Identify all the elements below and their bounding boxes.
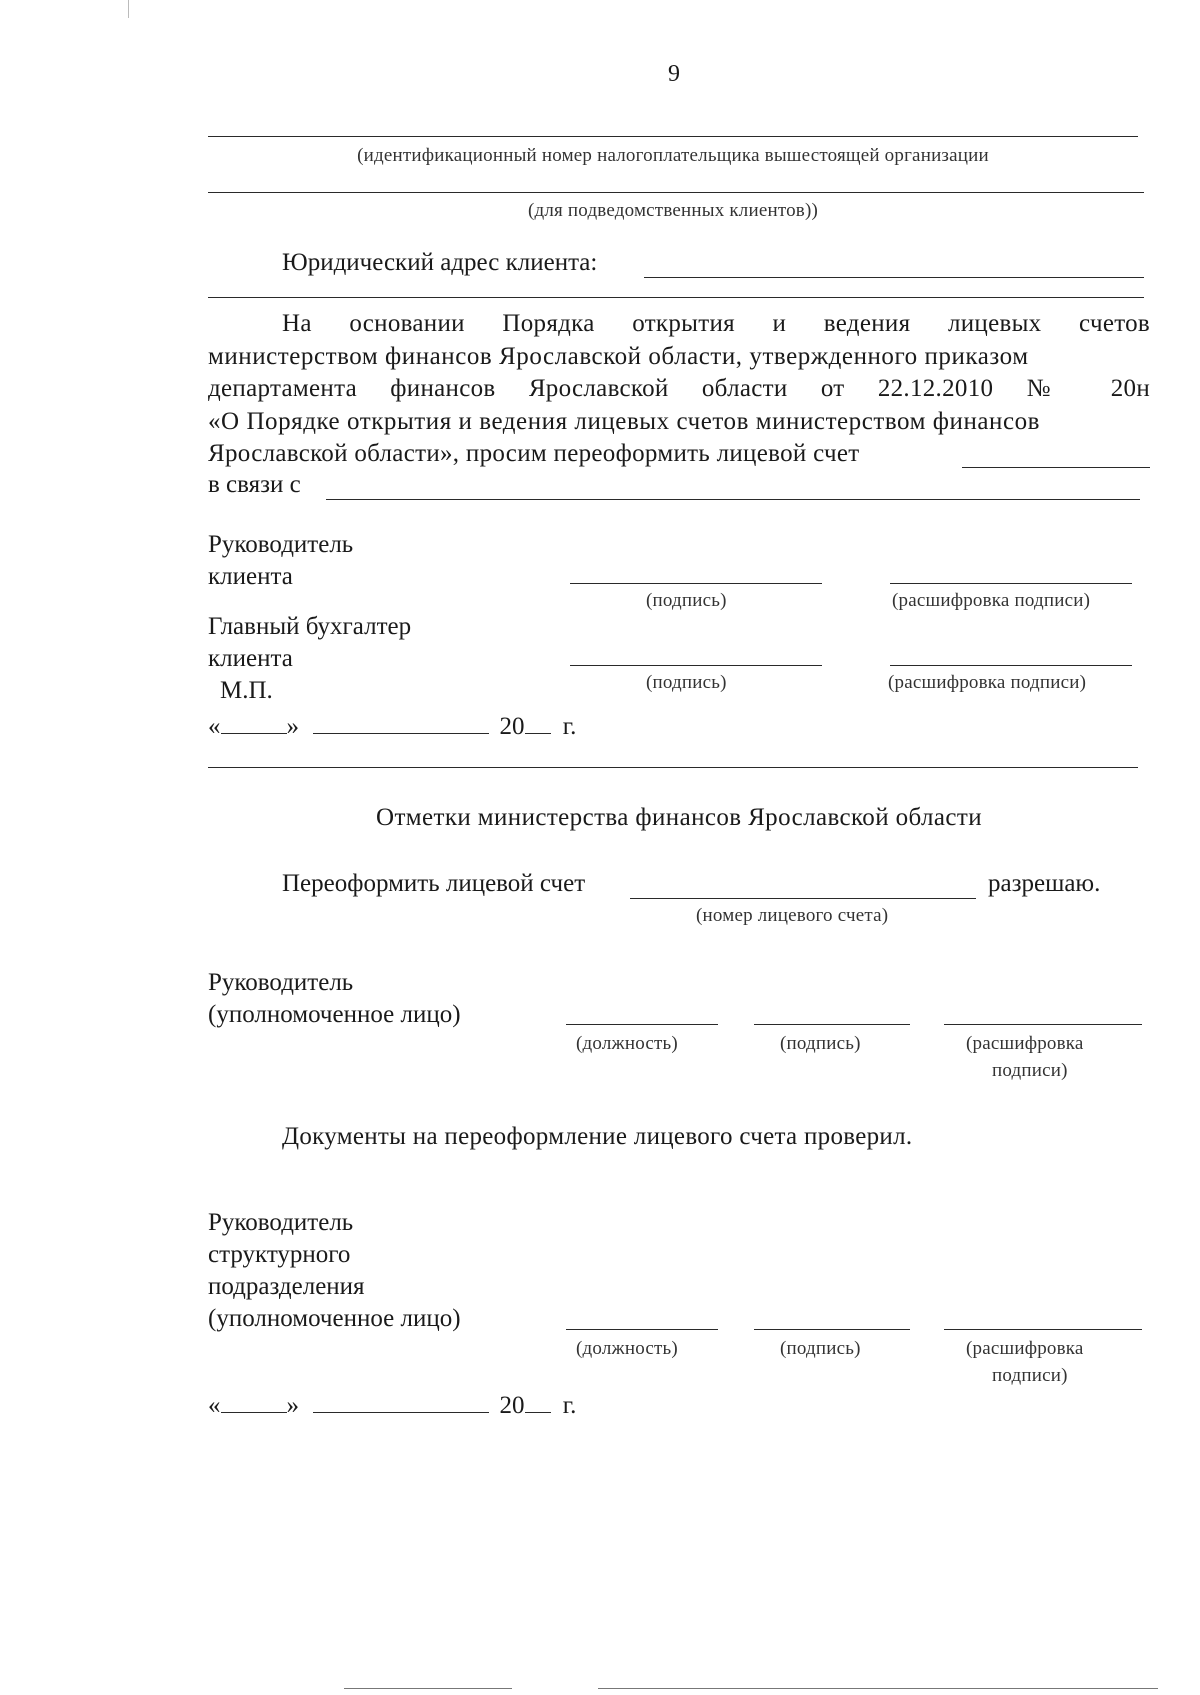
- signature-decoding-caption: (расшифровка: [966, 1338, 1084, 1359]
- request-word: от: [820, 375, 845, 402]
- date-year-field[interactable]: [525, 711, 551, 734]
- inn-parent-line-1: [208, 136, 1138, 137]
- signature-decoding-caption: (расшифровка подписи): [888, 672, 1087, 693]
- request-paragraph-line-5: Ярославской области», просим переоформить лицевой счет: [208, 440, 860, 467]
- legal-address-field[interactable]: [644, 277, 1144, 278]
- structural-head-signature-field[interactable]: [754, 1329, 910, 1330]
- open-quote: «: [208, 1392, 221, 1419]
- inn-parent-caption-continued: (для подведомственных клиентов)): [527, 200, 819, 221]
- date-day-field[interactable]: [221, 711, 287, 734]
- close-quote: »: [286, 713, 299, 740]
- account-number-field[interactable]: [962, 467, 1150, 468]
- request-reason-label: в связи с: [208, 471, 301, 498]
- authorized-head-label-continued: (уполномоченное лицо): [208, 1001, 461, 1028]
- signature-decoding-caption: (расшифровка: [966, 1033, 1084, 1054]
- signature-caption: (подпись): [780, 1338, 861, 1359]
- date-month-field[interactable]: [313, 711, 489, 734]
- date-line: [208, 1390, 576, 1422]
- date-month-field[interactable]: [313, 1390, 489, 1413]
- signature-caption: (подпись): [780, 1033, 861, 1054]
- chief-accountant-label-continued: клиента: [208, 645, 293, 672]
- signature-decoding-caption: (расшифровка подписи): [892, 590, 1091, 611]
- close-quote: »: [286, 1392, 299, 1419]
- date-line: [208, 711, 576, 743]
- request-word: Порядка: [502, 310, 595, 337]
- client-head-decoding-field[interactable]: [890, 583, 1132, 584]
- structural-head-label-line-3: подразделения: [208, 1273, 365, 1300]
- structural-head-label-line-2: структурного: [208, 1241, 351, 1268]
- section-divider: [208, 767, 1138, 768]
- authorized-head-label: Руководитель: [208, 969, 354, 996]
- request-paragraph-line-2: министерством финансов Ярославской области, утвержденного приказом: [208, 343, 1029, 370]
- request-word: лицевых: [947, 310, 1042, 337]
- order-number: № 20н: [1026, 375, 1151, 402]
- date-year-field[interactable]: [525, 1390, 551, 1413]
- chief-accountant-label: Главный бухгалтер: [208, 613, 412, 640]
- page-number: 9: [668, 61, 680, 87]
- structural-head-label: Руководитель: [208, 1209, 354, 1236]
- scan-bottom-mark: [598, 1688, 1158, 1689]
- client-head-signature-field[interactable]: [570, 583, 822, 584]
- request-word: основании: [349, 310, 465, 337]
- request-word: Ярославской: [528, 375, 669, 402]
- scan-edge-mark: [128, 0, 129, 18]
- account-number-caption: (номер лицевого счета): [696, 905, 889, 926]
- client-head-label: Руководитель: [208, 531, 354, 558]
- inn-parent-line-2: [208, 192, 1144, 193]
- stamp-place-label: М.П.: [220, 677, 273, 704]
- signature-decoding-caption-continued: подписи): [992, 1060, 1068, 1081]
- legal-address-label: Юридический адрес клиента:: [282, 249, 598, 276]
- request-word: департамента: [208, 375, 358, 402]
- reissue-statement-suffix: разрешаю.: [988, 870, 1101, 897]
- request-word: 22.12.2010: [877, 375, 994, 402]
- authorized-head-decoding-field[interactable]: [944, 1024, 1142, 1025]
- legal-address-field-continued[interactable]: [208, 297, 1144, 298]
- request-word: открытия: [632, 310, 735, 337]
- request-paragraph-line-4: «О Порядке открытия и ведения лицевых счетов министерством финансов: [208, 408, 1041, 435]
- request-word: счетов: [1079, 310, 1151, 337]
- ministry-marks-title: Отметки министерства финансов Ярославской области: [376, 804, 982, 831]
- structural-head-label-line-4: (уполномоченное лицо): [208, 1305, 461, 1332]
- chief-accountant-decoding-field[interactable]: [890, 665, 1132, 666]
- authorized-head-signature-field[interactable]: [754, 1024, 910, 1025]
- request-word: финансов: [390, 375, 496, 402]
- signature-caption: (подпись): [646, 590, 727, 611]
- year-suffix: г.: [562, 713, 577, 740]
- position-caption: (должность): [576, 1033, 678, 1054]
- open-quote: «: [208, 713, 221, 740]
- position-caption: (должность): [576, 1338, 678, 1359]
- signature-decoding-caption-continued: подписи): [992, 1365, 1068, 1386]
- request-reason-field[interactable]: [326, 499, 1140, 500]
- request-word: ведения: [823, 310, 911, 337]
- request-paragraph-line-1: [282, 308, 1150, 340]
- scan-bottom-mark: [344, 1688, 512, 1689]
- reissue-statement-prefix: Переоформить лицевой счет: [282, 870, 586, 897]
- signature-caption: (подпись): [646, 672, 727, 693]
- authorized-head-position-field[interactable]: [566, 1024, 718, 1025]
- request-word: и: [772, 310, 787, 337]
- year-prefix: 20: [499, 713, 525, 740]
- chief-accountant-signature-field[interactable]: [570, 665, 822, 666]
- reissue-account-number-field[interactable]: [630, 898, 976, 899]
- date-day-field[interactable]: [221, 1390, 287, 1413]
- request-word: области: [701, 375, 788, 402]
- documents-checked-statement: Документы на переоформление лицевого счета проверил.: [282, 1123, 913, 1150]
- structural-head-position-field[interactable]: [566, 1329, 718, 1330]
- client-head-label-continued: клиента: [208, 563, 293, 590]
- request-word: На: [282, 310, 312, 337]
- structural-head-decoding-field[interactable]: [944, 1329, 1142, 1330]
- year-prefix: 20: [499, 1392, 525, 1419]
- inn-parent-caption: (идентификационный номер налогоплательщика вышестоящей организации: [357, 145, 989, 166]
- year-suffix: г.: [562, 1392, 577, 1419]
- request-paragraph-line-3: [208, 373, 1150, 405]
